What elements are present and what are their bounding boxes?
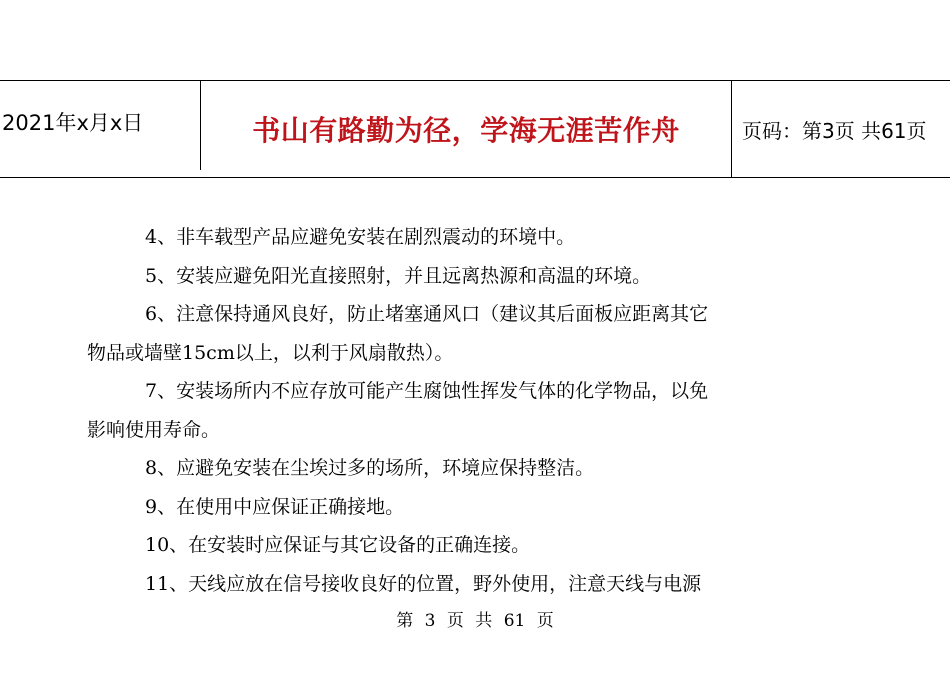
paragraph-item-7: 7、安装场所内不应存放可能产生腐蚀性挥发气体的化学物品，以免 (145, 380, 709, 402)
paragraph-item-11: 11、天线应放在信号接收良好的位置，野外使用，注意天线与电源 (145, 572, 702, 595)
header-page-info: 页码：第3页 共61页 (742, 118, 927, 143)
paragraph-item-8: 8、应避免安装在尘埃过多的场所，环境应保持整洁。 (145, 457, 595, 479)
paragraph-item-7-continued: 影响使用寿命。 (87, 418, 221, 441)
paragraph-item-6-continued: 物品或墙壁15cm以上，以利于风扇散热）。 (87, 341, 454, 364)
paragraph-item-4: 4、非车载型产品应避免安装在剧烈震动的环境中。 (145, 226, 576, 248)
paragraph-item-9: 9、在使用中应保证正确接地。 (145, 495, 405, 518)
paragraph-item-10: 10、在安装时应保证与其它设备的正确连接。 (145, 534, 531, 556)
page-footer: 第 3 页 共 61 页 (396, 611, 554, 631)
document-body (87, 218, 857, 603)
header-table (0, 80, 950, 178)
paragraph-item-5: 5、安装应避免阳光直接照射，并且远离热源和高温的环境。 (145, 264, 652, 287)
header-date: 2021年x月x日 (0, 80, 201, 170)
header-motto: 书山有路勤为径，学海无涯苦作舟 (201, 81, 732, 177)
paragraph-item-6: 6、注意保持通风良好，防止堵塞通风口（建议其后面板应距离其它 (145, 303, 709, 325)
